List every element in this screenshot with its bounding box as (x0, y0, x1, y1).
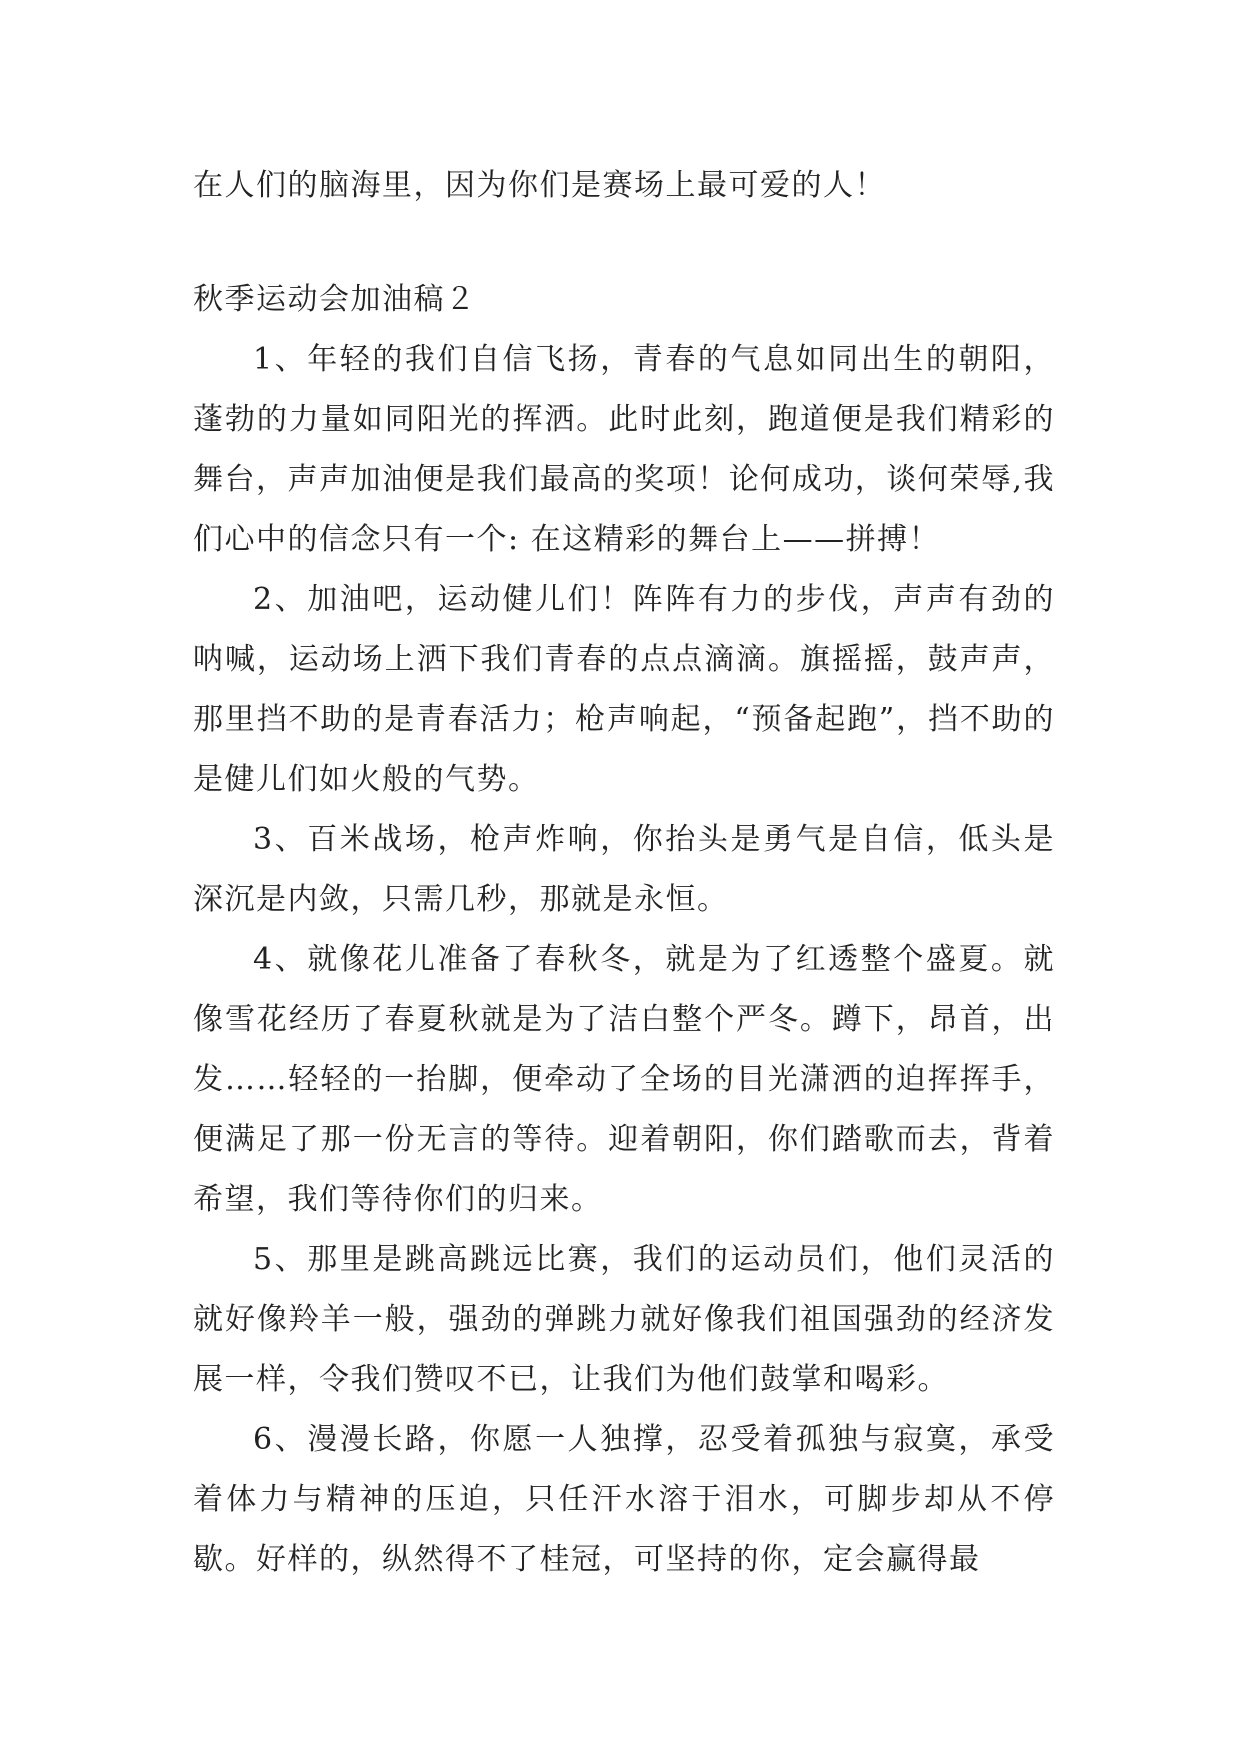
paragraph-2: 2、加油吧，运动健儿们！阵阵有力的步伐，声声有劲的呐喊，运动场上洒下我们青春的点点滴滴。旗摇摇，鼓声声，那里挡不助的是青春活力；枪声响起，“预备起跑”，挡不助的是健儿们如火般的气势。 (193, 582, 1055, 797)
paragraph-1: 1、年轻的我们自信飞扬，青春的气息如同出生的朝阳，蓬勃的力量如同阳光的挥洒。此时此刻，跑道便是我们精彩的舞台，声声加油便是我们最高的奖项！论何成功，谈何荣辱,我们心中的信念只有一个: 在这精彩的舞台上——拼搏！ (193, 342, 1055, 557)
paragraph-6: 6、漫漫长路，你愿一人独撑，忍受着孤独与寂寞，承受着体力与精神的压迫，只任汗水溶于泪水，可脚步却从不停歇。好样的，纵然得不了桂冠，可坚持的你，定会赢得最 (193, 1422, 1055, 1577)
paragraph-5: 5、那里是跳高跳远比赛，我们的运动员们，他们灵活的就好像羚羊一般，强劲的弹跳力就好像我们祖国强劲的经济发展一样，令我们赞叹不已，让我们为他们鼓掌和喝彩。 (193, 1242, 1055, 1397)
continuation-text: 在人们的脑海里，因为你们是赛场上最可爱的人！ (193, 168, 886, 203)
section-title: 秋季运动会加油稿２ (193, 282, 477, 317)
paragraph-list (193, 330, 1055, 1590)
paragraph-3: 3、百米战场，枪声炸响，你抬头是勇气是自信，低头是深沉是内敛，只需几秒，那就是永恒。 (193, 822, 1055, 917)
paragraph-4: 4、就像花儿准备了春秋冬，就是为了红透整个盛夏。就像雪花经历了春夏秋就是为了洁白整个严冬。蹲下，昂首，出发……轻轻的一抬脚，便牵动了全场的目光潇洒的迫挥挥手，便满足了那一份无言的等待。迎着朝阳，你们踏歌而去，背着希望，我们等待你们的归来。 (193, 942, 1055, 1217)
